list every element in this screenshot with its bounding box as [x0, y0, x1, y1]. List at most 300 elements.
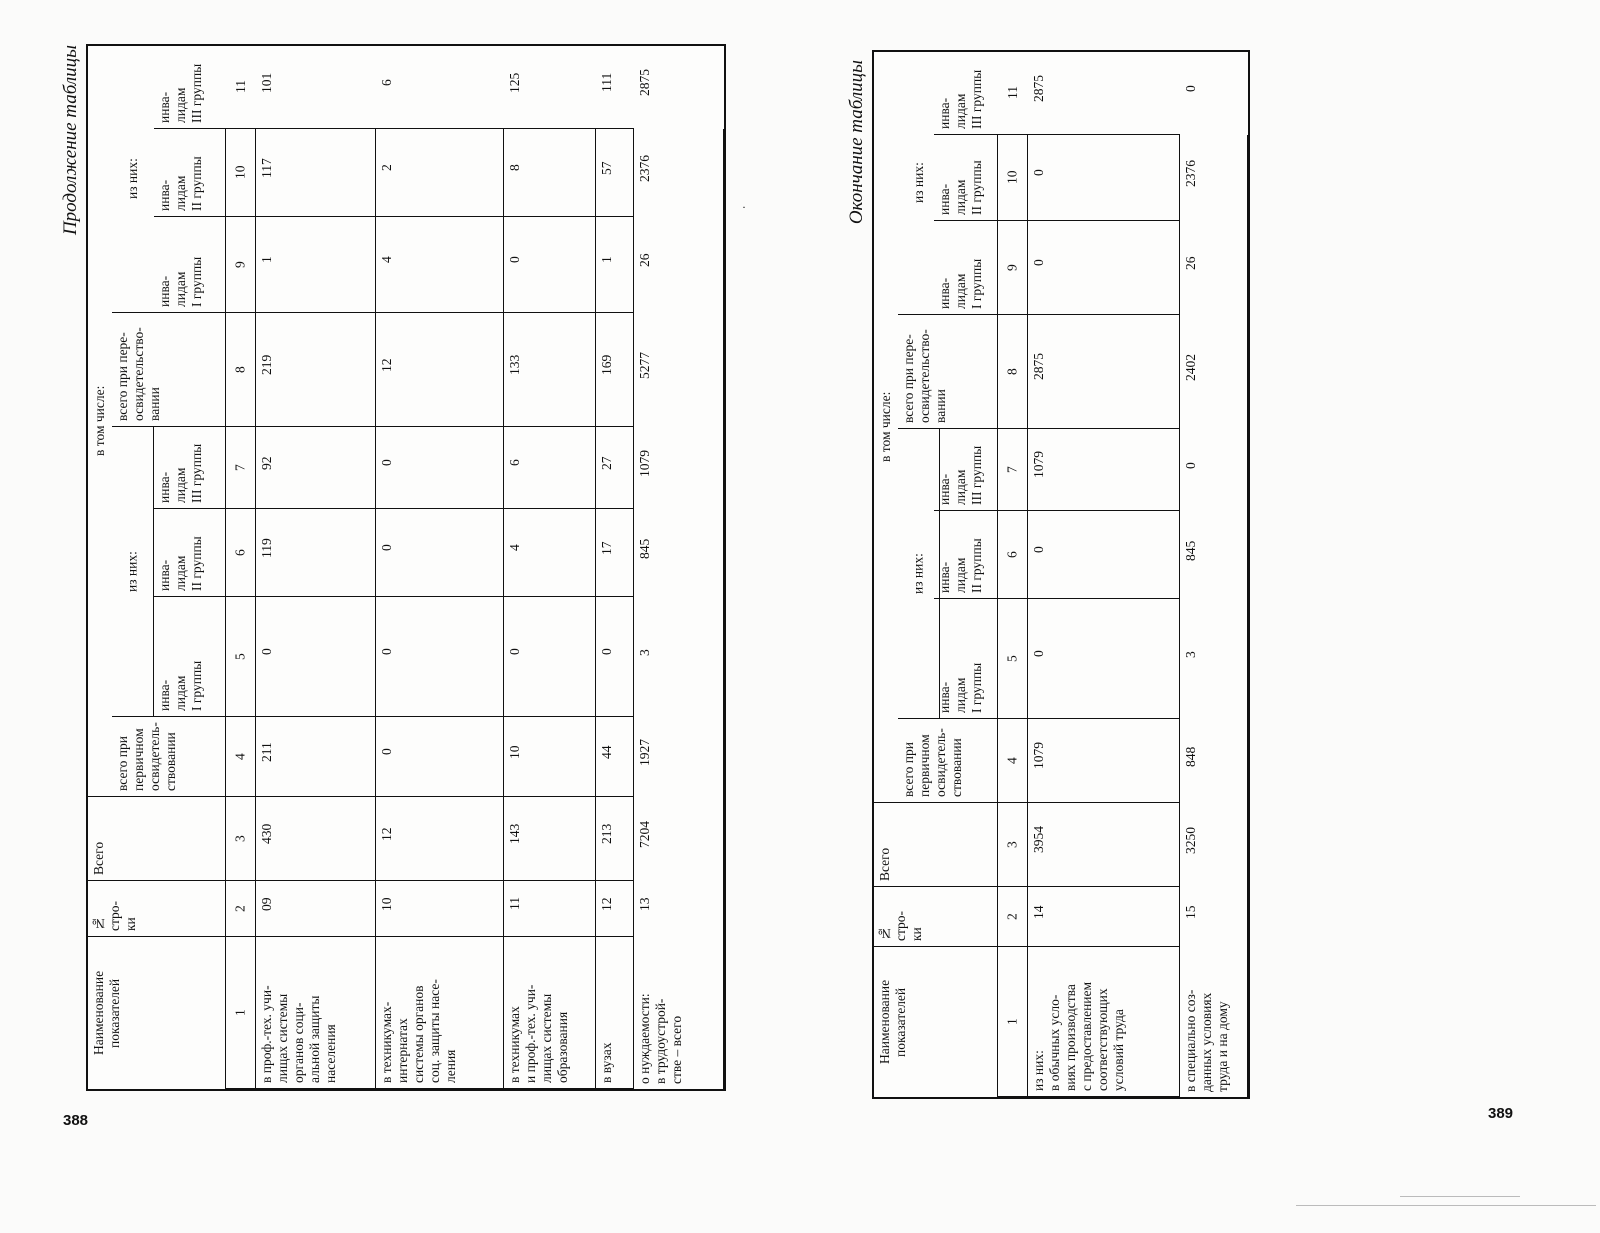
row-name-line: интернатах — [395, 1018, 410, 1083]
table-cell-value-text: 848 — [1183, 746, 1198, 767]
table-cell-value-text: 2376 — [1183, 160, 1198, 187]
header-primary-exam-line: первичном — [917, 734, 932, 797]
table-cell-value-text: 4 — [379, 256, 394, 264]
table-cell-value-text: 133 — [507, 354, 522, 376]
row-name-text — [1180, 947, 1247, 1097]
header-total-line: Всего — [877, 847, 892, 881]
column-number — [998, 429, 1028, 511]
table-cell-value — [376, 597, 504, 717]
table-cell-value — [596, 217, 634, 313]
table-cell-value — [504, 597, 596, 717]
column-number — [998, 599, 1028, 719]
row-number-text: 14 — [1031, 905, 1046, 919]
header-name — [88, 937, 226, 1089]
header-disability-group — [154, 217, 226, 313]
header-disability-group-line: лидам — [953, 273, 968, 309]
table-cell-value — [376, 129, 504, 217]
scan-edge-line — [1296, 1205, 1596, 1206]
table-cell-value — [634, 717, 724, 797]
table-cell-value-text: 119 — [259, 538, 274, 558]
row-number — [256, 881, 376, 937]
table-cell-value-text: 101 — [259, 72, 274, 93]
column-number-text: 1 — [1004, 1018, 1020, 1025]
table-cell-value-text: 92 — [259, 456, 274, 470]
table-cell-value-text: 1 — [599, 256, 614, 264]
table-cell-value-text: 845 — [637, 538, 652, 559]
header-re-exam — [898, 315, 998, 429]
row-name-line: в техникумах- — [379, 1001, 394, 1083]
header-disability-group-line: лидам — [953, 469, 968, 505]
row-number-text: 09 — [259, 897, 274, 911]
table-cell-value — [596, 427, 634, 509]
table-cell-value — [504, 129, 596, 217]
table-cell-value — [376, 797, 504, 881]
row-number — [504, 881, 596, 937]
row-name — [1180, 947, 1248, 1097]
column-number — [226, 881, 256, 937]
table-cell-value-text: 2402 — [1183, 354, 1198, 381]
row-number-text: 13 — [637, 897, 652, 912]
column-number-text: 10 — [1004, 170, 1020, 185]
header-disability-group — [934, 599, 998, 719]
table-cell-value — [634, 46, 724, 129]
header-disability-group-line: I группы — [969, 258, 984, 309]
header-primary-exam-line: первичном — [131, 728, 146, 791]
header-re-exam-line: освидетельство- — [131, 327, 146, 421]
header-total-line: Всего — [91, 841, 106, 875]
table-cell-value — [504, 717, 596, 797]
table-cell-value — [634, 129, 724, 217]
table-cell-value-text: 845 — [1183, 540, 1198, 561]
header-disability-group-line: III группы — [189, 63, 204, 123]
table-cell-value — [256, 597, 376, 717]
table-cell-value-text: 27 — [599, 456, 614, 470]
column-number — [226, 46, 256, 129]
row-number — [634, 881, 724, 937]
table-cell-value-text: 0 — [379, 648, 394, 656]
column-number — [998, 315, 1028, 429]
table-cell-value-text: 0 — [1031, 546, 1046, 554]
header-row-number-line: стро- — [893, 910, 908, 941]
header-including — [88, 46, 112, 797]
row-number — [1180, 887, 1248, 947]
row-name-line: в специально соз- — [1183, 989, 1198, 1092]
header-disability-group — [154, 509, 226, 597]
row-name-line: с предоставлением — [1079, 981, 1094, 1091]
table-cell-value-text: 6 — [379, 79, 394, 86]
table-cell-value-text: 2 — [379, 164, 394, 172]
table-cell-value — [634, 217, 724, 313]
header-re-exam-line: всего при пере- — [115, 332, 130, 421]
row-name — [634, 937, 724, 1089]
header-disability-group — [934, 511, 998, 599]
table-cell-value — [1180, 599, 1248, 719]
header-disability-group-line: инва- — [157, 471, 172, 503]
header-disability-group — [154, 129, 226, 217]
header-primary-exam — [112, 717, 226, 797]
row-name-line: данных условиях — [1199, 992, 1214, 1092]
row-name-line: системы органов — [411, 985, 426, 1083]
header-disability-group-text — [934, 511, 997, 598]
table-cell-value — [256, 797, 376, 881]
table-cell-value-text: 1 — [259, 256, 274, 264]
header-primary-exam-line: освидетель- — [147, 722, 162, 791]
table-cell-value-text: 4 — [507, 544, 522, 552]
table-cell-value — [634, 509, 724, 597]
header-disability-group-line: III группы — [969, 69, 984, 129]
table-cell-value — [1028, 719, 1180, 803]
table-cell-value — [256, 313, 376, 427]
table-cell-value — [596, 797, 634, 881]
table-cell-value-text: 125 — [507, 72, 522, 93]
row-name — [1028, 947, 1180, 1097]
header-total-text — [874, 803, 997, 886]
table-cell-value — [1028, 599, 1180, 719]
header-disability-group-text — [154, 509, 225, 596]
row-name-line: из них: — [1031, 1050, 1046, 1091]
table-cell-value — [256, 217, 376, 313]
table-cell-value — [1180, 429, 1248, 511]
column-number-text: 8 — [232, 366, 248, 373]
row-name-line: альной защиты — [307, 995, 322, 1083]
header-disability-group-line: инва- — [157, 679, 172, 711]
table-cell-value — [1028, 511, 1180, 599]
scan-speck: · — [742, 200, 746, 214]
table-cell-value-text: 44 — [599, 745, 614, 759]
header-row-number-line: ки — [909, 927, 924, 941]
header-disability-group-line: лидам — [173, 467, 188, 503]
header-disability-group-line: инва- — [157, 275, 172, 307]
row-name-line: образования — [555, 1011, 570, 1083]
header-row-number-line: стро- — [107, 900, 122, 931]
column-number-text: 4 — [1004, 757, 1020, 764]
row-name-line: органов соци- — [291, 1002, 306, 1083]
table-cell-value-text: 0 — [1183, 462, 1198, 469]
column-number-text: 7 — [232, 464, 248, 471]
header-disability-group-line: лидам — [953, 93, 968, 129]
column-number-text: 11 — [1005, 86, 1020, 100]
column-number — [998, 221, 1028, 315]
column-number — [226, 427, 256, 509]
column-number — [998, 511, 1028, 599]
table-cell-value — [634, 597, 724, 717]
row-number-text: 10 — [379, 897, 394, 911]
column-number — [226, 937, 256, 1089]
header-disability-group-line: I группы — [969, 662, 984, 713]
header-disability-group-text — [154, 217, 225, 312]
column-number-text: 2 — [232, 905, 248, 912]
table-cell-value-text: 2376 — [637, 155, 652, 182]
table-cell-value — [504, 427, 596, 509]
header-re-exam-line: вании — [933, 389, 948, 423]
header-disability-group-text — [934, 135, 997, 220]
header-total-text — [88, 797, 225, 880]
row-name-line: в трудоустрой- — [653, 998, 668, 1084]
row-name-text — [376, 937, 503, 1088]
header-primary-exam — [898, 719, 998, 803]
column-number-text: 2 — [1004, 913, 1020, 920]
table-cell-value — [1028, 429, 1180, 511]
row-name — [256, 937, 376, 1089]
header-disability-group-line: инва- — [937, 183, 952, 215]
table-cell-value-text: 26 — [1183, 256, 1198, 271]
table-cell-value-text: 3 — [637, 649, 652, 656]
column-number — [226, 797, 256, 881]
table-cell-value-text: 5277 — [637, 352, 652, 379]
header-re-exam-text — [898, 315, 997, 428]
header-disability-group-line: лидам — [953, 677, 968, 713]
header-primary-exam-line: ствовании — [949, 738, 964, 797]
row-name-text — [1028, 947, 1179, 1096]
header-disability-group-line: лидам — [173, 555, 188, 591]
row-name-line: в вузах — [599, 1042, 614, 1083]
table-cell-value-text: 0 — [379, 544, 394, 552]
column-number-text: 11 — [233, 80, 248, 94]
row-name-line: труда и на дому — [1215, 1001, 1230, 1092]
table-caption-left: Продолжение таблицы — [60, 45, 81, 236]
row-name-line: виях производства — [1063, 984, 1078, 1091]
table-cell-value-text: 2875 — [637, 69, 652, 97]
table-cell-value — [1028, 221, 1180, 315]
header-primary-exam-line: освидетель- — [933, 728, 948, 797]
header-disability-group-line: инва- — [937, 277, 952, 309]
table-cell-value — [596, 129, 634, 217]
table-cell-value — [376, 427, 504, 509]
table-cell-value-text: 143 — [507, 823, 522, 845]
header-disability-group-line: инва- — [937, 97, 952, 129]
header-including — [874, 52, 898, 803]
table-cell-value — [1180, 803, 1248, 887]
column-number-text: 1 — [232, 1009, 248, 1016]
table-cell-value-text: 211 — [259, 742, 274, 762]
table-cell-value — [634, 797, 724, 881]
header-primary-exam-line: ствовании — [163, 732, 178, 791]
table-cell-value-text: 0 — [1031, 259, 1046, 267]
header-disability-group-line: III группы — [189, 443, 204, 503]
table-cell-value — [376, 313, 504, 427]
header-name-text — [874, 947, 997, 1097]
header-disability-group-text — [154, 129, 225, 216]
table-cell-value — [256, 509, 376, 597]
header-row-number-text — [874, 887, 997, 946]
table-cell-value — [376, 717, 504, 797]
table-cell-value — [504, 509, 596, 597]
table-cell-value-text: 2875 — [1031, 75, 1046, 102]
header-row-number — [88, 881, 226, 937]
table-cell-value-text: 26 — [637, 253, 652, 268]
column-number-text: 9 — [1004, 264, 1020, 271]
row-name — [376, 937, 504, 1089]
header-disability-group-line: II группы — [189, 536, 204, 591]
table-cell-value — [256, 46, 376, 129]
scan-edge-line — [1400, 1196, 1520, 1197]
column-number-text: 6 — [1004, 551, 1020, 558]
row-name-text — [596, 937, 633, 1088]
header-disability-group-line: инва- — [157, 559, 172, 591]
row-name — [596, 937, 634, 1089]
header-disability-group-line: I группы — [189, 256, 204, 307]
table-caption-right: Окончание таблицы — [846, 60, 867, 225]
row-name-line: соответствующих — [1095, 988, 1110, 1091]
table-cell-value-text: 169 — [599, 354, 614, 376]
table-cell-value — [596, 313, 634, 427]
table-cell-value-text: 219 — [259, 354, 274, 376]
column-number-text: 3 — [232, 835, 248, 842]
column-number-text: 8 — [1004, 368, 1020, 375]
header-name-line: показателей — [893, 987, 908, 1057]
table-cell-value-text: 0 — [1031, 650, 1046, 658]
header-disability-group — [154, 46, 226, 129]
column-number — [998, 135, 1028, 221]
header-row-number-line: ки — [123, 917, 138, 931]
table-cell-value — [596, 717, 634, 797]
header-disability-group — [934, 52, 998, 135]
header-disability-group-line: лидам — [173, 175, 188, 211]
header-disability-group-line: II группы — [969, 538, 984, 593]
column-number — [998, 947, 1028, 1097]
header-disability-group-line: I группы — [189, 660, 204, 711]
column-number-text: 5 — [1004, 655, 1020, 662]
table-cell-value-text: 213 — [599, 823, 614, 845]
table-cell-value-text: 1079 — [637, 450, 652, 477]
header-disability-group-line: инва- — [937, 561, 952, 593]
header-name-line: показателей — [107, 978, 122, 1048]
table-cell-value-text: 3250 — [1183, 827, 1198, 854]
table-cell-value — [504, 797, 596, 881]
header-disability-group-line: инва- — [157, 179, 172, 211]
column-number-text: 9 — [232, 261, 248, 268]
table-cell-value — [596, 509, 634, 597]
column-number — [998, 52, 1028, 135]
header-row-number-line: № — [91, 916, 106, 931]
row-name-line: о нуждаемости: — [637, 993, 652, 1084]
header-primary-exam-text — [898, 719, 997, 802]
table-cell-value — [256, 717, 376, 797]
column-number-text: 6 — [232, 549, 248, 556]
table-cell-value-text: 1079 — [1031, 742, 1046, 770]
header-disability-group-text — [934, 52, 998, 134]
table-cell-value-text: 8 — [507, 164, 522, 172]
table-cell-value-text: 0 — [259, 648, 274, 656]
column-number — [226, 217, 256, 313]
row-name-line: в техникумах — [507, 1006, 522, 1083]
header-disability-group-line: II группы — [189, 156, 204, 211]
header-disability-group-line: лидам — [953, 179, 968, 215]
header-disability-group-text — [934, 599, 997, 718]
header-disability-group — [154, 597, 226, 717]
table-cell-value — [504, 313, 596, 427]
header-name — [874, 947, 998, 1097]
header-including-text: в том числе: — [92, 385, 107, 457]
table-cell-value — [504, 46, 596, 129]
column-number-text: 10 — [232, 165, 248, 180]
header-including-text: в том числе: — [878, 391, 893, 463]
table-cell-value — [596, 46, 634, 129]
header-disability-group-text — [934, 429, 997, 510]
row-name-line: лищах системы — [275, 993, 290, 1083]
table-cell-value — [596, 597, 634, 717]
table-cell-value-text: 2875 — [1031, 353, 1046, 381]
row-number-text: 11 — [507, 897, 522, 911]
header-disability-group — [934, 135, 998, 221]
column-number — [226, 509, 256, 597]
table-cell-value-text: 1927 — [637, 739, 652, 766]
header-of-them-2-text: из них: — [125, 158, 140, 200]
table-cell-value — [1028, 52, 1180, 135]
table-cell-value — [1180, 221, 1248, 315]
header-disability-group-line: лидам — [173, 87, 188, 123]
header-primary-exam-line: всего при — [901, 742, 916, 797]
table-cell-value-text: 1079 — [1031, 451, 1046, 479]
row-name-line: соц. защиты насе- — [427, 979, 442, 1083]
table-cell-value — [1180, 315, 1248, 429]
header-primary-exam-text — [112, 717, 225, 796]
header-disability-group-text — [154, 597, 225, 716]
row-name-line: ления — [443, 1049, 458, 1083]
column-number — [998, 803, 1028, 887]
column-number — [998, 887, 1028, 947]
table-cell-value-text: 17 — [599, 541, 614, 555]
table-cell-value — [376, 46, 504, 129]
table-cell-value — [256, 427, 376, 509]
header-name-line: Наименование — [877, 979, 892, 1065]
table-right — [872, 50, 1250, 1099]
header-total — [874, 803, 998, 887]
table-cell-value-text: 0 — [379, 459, 394, 467]
table-cell-value-text: 57 — [599, 161, 614, 175]
table-cell-value-text: 0 — [507, 256, 522, 264]
table-cell-value-text: 430 — [259, 823, 274, 845]
table-cell-value-text: 117 — [259, 158, 274, 178]
header-of-them-2 — [112, 46, 154, 313]
header-name-text — [88, 937, 225, 1089]
header-of-them-1-text: из них: — [910, 553, 926, 594]
header-disability-group-text — [934, 221, 997, 314]
table-left — [86, 44, 726, 1091]
column-number-text: 3 — [1004, 841, 1020, 848]
header-of-them-1 — [112, 427, 154, 717]
header-disability-group-line: III группы — [969, 445, 984, 505]
header-row-number-text — [88, 881, 225, 936]
header-disability-group-line: лидам — [953, 557, 968, 593]
row-name-line: лищах системы — [539, 993, 554, 1083]
table-cell-value — [256, 129, 376, 217]
header-re-exam-text — [112, 313, 225, 426]
row-number-text: 12 — [599, 897, 614, 911]
table-cell-value — [1180, 719, 1248, 803]
row-number — [596, 881, 634, 937]
header-primary-exam-line: всего при — [115, 736, 130, 791]
page-number-left: 388 — [63, 1112, 89, 1129]
row-name-line: и проф.-тех. учи- — [523, 984, 538, 1083]
table-cell-value-text: 12 — [379, 358, 394, 372]
header-name-line: Наименование — [91, 970, 106, 1056]
table-cell-value-text: 6 — [507, 459, 522, 467]
table-cell-value-text: 0 — [379, 748, 394, 756]
header-disability-group — [934, 429, 998, 511]
table-cell-value — [376, 217, 504, 313]
table-cell-value-text: 3954 — [1031, 826, 1046, 854]
column-number-text: 5 — [232, 653, 248, 660]
table-cell-value — [376, 509, 504, 597]
row-name-text — [256, 937, 375, 1088]
page-number-right: 389 — [1488, 1105, 1514, 1122]
table-cell-value — [1180, 511, 1248, 599]
header-disability-group-text — [154, 427, 225, 508]
header-of-them-1-text: из них: — [124, 551, 140, 592]
header-disability-group-text — [154, 46, 226, 128]
header-disability-group — [154, 427, 226, 509]
